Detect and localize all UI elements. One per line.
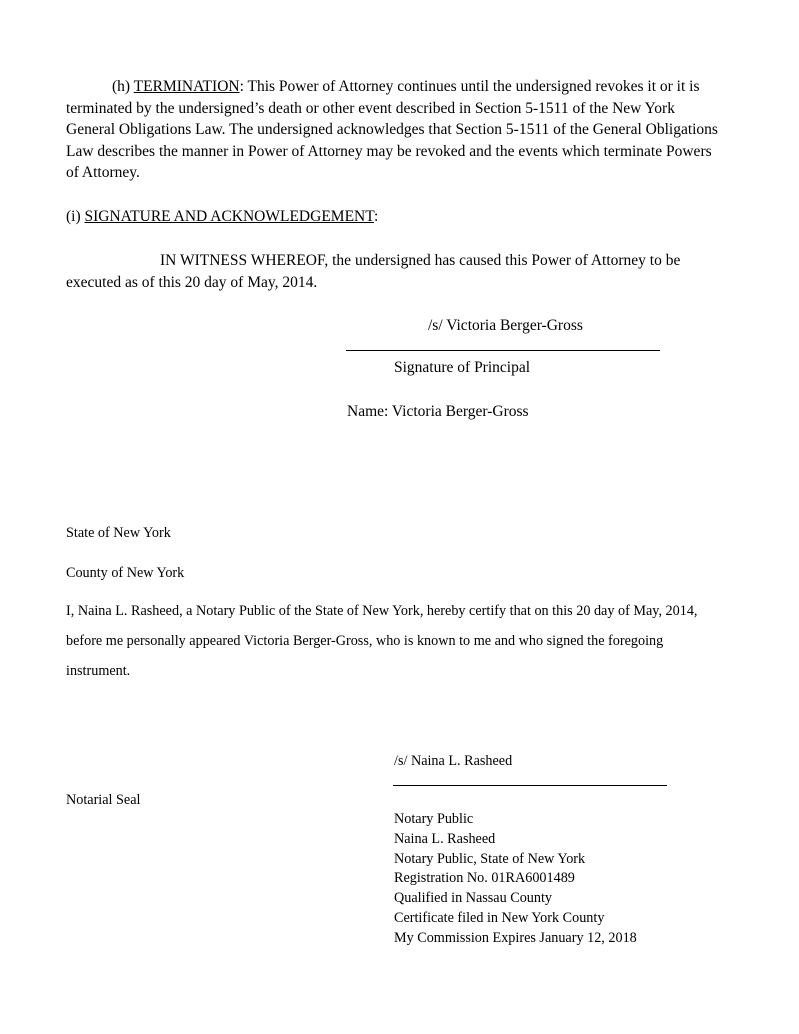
section-h-line-4: Law describes the manner in Power of Attorney may be revoked and the events which terminate Powers [66, 142, 712, 160]
notary-detail-registration: Registration No. 01RA6001489 [394, 870, 575, 887]
section-i-heading: (i) SIGNATURE AND ACKNOWLEDGEMENT: [66, 208, 379, 225]
principal-signature-line [346, 350, 660, 351]
section-h-line-1: (h) TERMINATION: This Power of Attorney continues until the undersigned revokes it or it is [112, 78, 700, 95]
notary-detail-qualified: Qualified in Nassau County [394, 890, 553, 907]
acknowledgment-line-3: instrument. [66, 663, 131, 679]
acknowledgment-line-1: I, Naina L. Rasheed, a Notary Public of the State of New York, hereby certify that on this 20 day of May, 2014, [66, 603, 698, 619]
county-label: County of New York [66, 565, 185, 581]
acknowledgment-line-2: before me personally appeared Victoria Berger-Gross, who is known to me and who signed the foregoing [66, 633, 664, 649]
principal-name: Name: Victoria Berger-Gross [347, 403, 529, 420]
section-h-line-3: General Obligations Law. The undersigned acknowledges that Section 5-1511 of the General Obligations [66, 121, 718, 139]
notary-detail-title: Notary Public [394, 811, 474, 827]
section-h-termination [66, 76, 734, 184]
section-h-line-5: of Attorney. [66, 164, 140, 182]
notary-details [394, 810, 637, 949]
notary-detail-certificate: Certificate filed in New York County [394, 909, 605, 926]
section-h-line-2: terminated by the undersigned’s death or other event described in Section 5-1511 of the New York [66, 99, 675, 117]
witness-line-1: IN WITNESS WHEREOF, the undersigned has caused this Power of Attorney to be [160, 252, 681, 269]
notary-signature-line [393, 785, 667, 786]
notary-signature: /s/ Naina L. Rasheed [394, 753, 513, 769]
notary-detail-name: Naina L. Rasheed [394, 830, 496, 847]
notarial-seal-label: Notarial Seal [66, 792, 141, 808]
principal-signature-caption: Signature of Principal [394, 359, 531, 376]
notary-detail-commission: My Commission Expires January 12, 2018 [394, 929, 637, 946]
signature-acknowledgement-heading: SIGNATURE AND ACKNOWLEDGEMENT [84, 208, 374, 225]
termination-heading: TERMINATION [133, 78, 240, 95]
notary-detail-state: Notary Public, State of New York [394, 850, 586, 867]
principal-signature: /s/ Victoria Berger-Gross [428, 317, 583, 334]
state-label: State of New York [66, 525, 171, 541]
witness-line-2: executed as of this 20 day of May, 2014. [66, 274, 318, 291]
